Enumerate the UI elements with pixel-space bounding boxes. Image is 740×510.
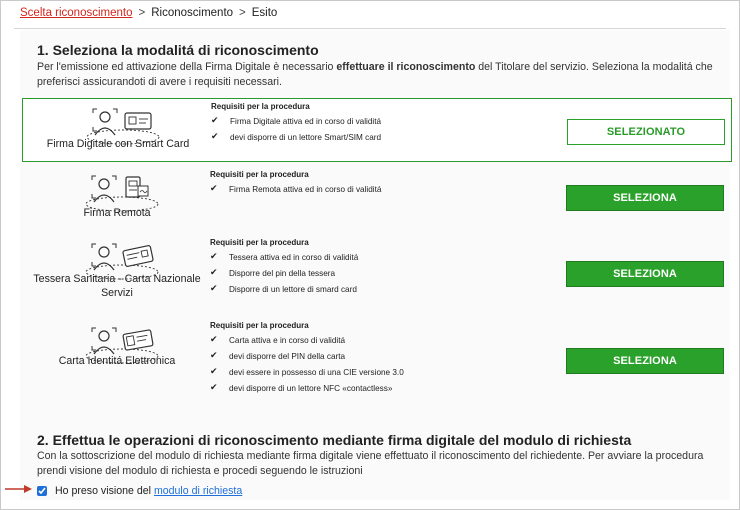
requirement-item bbox=[210, 351, 404, 367]
method-name: Firma Digitale con Smart Card bbox=[46, 138, 190, 150]
requirement-text: devi disporre di un lettore Smart/SIM card bbox=[230, 133, 382, 142]
requirements-title: Requisiti per la procedura bbox=[210, 321, 309, 330]
check-icon: ✔ bbox=[210, 382, 218, 392]
requirement-text: Disporre del pin della tessera bbox=[229, 269, 336, 278]
requirement-text: Carta attiva e in corso di validitá bbox=[229, 336, 346, 345]
requirement-item bbox=[211, 116, 381, 132]
method-name: Firma Remota bbox=[83, 207, 151, 219]
seleziona-button[interactable]: SELEZIONA bbox=[566, 348, 724, 374]
check-icon: ✔ bbox=[210, 267, 218, 277]
requirement-text: Firma Remota attiva ed in corso di validitá bbox=[229, 185, 382, 194]
consent-label bbox=[55, 485, 242, 497]
method-smart-card[interactable] bbox=[22, 98, 732, 162]
seleziona-button[interactable]: SELEZIONA bbox=[566, 261, 724, 287]
requirements bbox=[210, 238, 358, 300]
breadcrumb-riconoscimento: Riconoscimento bbox=[151, 7, 234, 19]
red-arrow-icon bbox=[4, 483, 34, 495]
section-1-description bbox=[37, 60, 717, 90]
section-1-desc-bold: effettuare il riconoscimento bbox=[336, 61, 476, 73]
method-firma-remota[interactable] bbox=[22, 166, 732, 222]
section-1-desc-text-end: del Titolare del servizio. Seleziona la modalitá che preferisci assicurandoti di avere i requisiti necessari. bbox=[37, 61, 713, 88]
consent-label-text: Ho preso visione del bbox=[55, 485, 154, 497]
requirements bbox=[210, 321, 404, 399]
method-name: Tessera Sanitaria - Carta Nazionale Servizi bbox=[33, 273, 201, 299]
section-2-description: Con la sottoscrizione del modulo di richiesta mediante firma digitale viene effettuato il riconoscimento del richiedente. Per avviare la procedura prendi visione del modulo di richiesta e procedi seguendo le istruzioni bbox=[37, 450, 704, 477]
check-icon: ✔ bbox=[210, 251, 218, 261]
check-icon: ✔ bbox=[211, 131, 219, 141]
breadcrumb-separator: > bbox=[239, 7, 246, 19]
method-carta-identita[interactable] bbox=[22, 318, 732, 394]
seleziona-button[interactable]: SELEZIONA bbox=[566, 185, 724, 211]
requirement-item bbox=[210, 268, 358, 284]
check-icon: ✔ bbox=[211, 115, 219, 125]
check-icon: ✔ bbox=[210, 350, 218, 360]
selezionato-button[interactable]: SELEZIONATO bbox=[567, 119, 725, 145]
requirement-item bbox=[210, 335, 404, 351]
requirement-item bbox=[210, 252, 358, 268]
requirement-text: devi essere in possesso di una CIE versione 3.0 bbox=[229, 368, 404, 377]
requirement-text: devi disporre del PIN della carta bbox=[229, 352, 346, 361]
requirements-title: Requisiti per la procedura bbox=[210, 170, 309, 179]
requirement-item bbox=[210, 184, 381, 200]
requirements-title: Requisiti per la procedura bbox=[211, 102, 310, 111]
check-icon: ✔ bbox=[210, 283, 218, 293]
breadcrumb-separator: > bbox=[138, 7, 146, 19]
requirement-item bbox=[210, 284, 358, 300]
breadcrumb-scelta-riconoscimento[interactable]: Scelta riconoscimento bbox=[20, 7, 133, 19]
requirements bbox=[210, 170, 381, 200]
section-2-title: 2. Effettua le operazioni di riconoscimento mediante firma digitale del modulo di richiesta bbox=[37, 432, 632, 448]
consent-checkbox-row[interactable] bbox=[37, 485, 242, 497]
section-1-desc-text: Per l'emissione ed attivazione della Firma Digitale è necessario bbox=[37, 61, 337, 73]
requirements bbox=[211, 102, 381, 148]
requirement-text: Tessera attiva ed in corso di validitá bbox=[229, 253, 359, 262]
requirement-item bbox=[211, 132, 381, 148]
breadcrumb-divider bbox=[14, 28, 726, 29]
breadcrumb-esito: Esito bbox=[251, 7, 278, 19]
requirement-text: devi disporre di un lettore NFC «contactless» bbox=[229, 384, 393, 393]
modulo-di-richiesta-link[interactable]: modulo di richiesta bbox=[153, 485, 243, 497]
requirement-text: Disporre di un lettore di smard card bbox=[229, 285, 357, 294]
check-icon: ✔ bbox=[210, 334, 218, 344]
requirement-text: Firma Digitale attiva ed in corso di validitá bbox=[230, 117, 382, 126]
requirement-item bbox=[210, 367, 404, 383]
check-icon: ✔ bbox=[210, 183, 218, 193]
method-name: Carta Identitá Elettronica bbox=[58, 355, 176, 367]
breadcrumb bbox=[20, 7, 277, 19]
method-tessera-sanitaria[interactable] bbox=[22, 234, 732, 306]
check-icon: ✔ bbox=[210, 366, 218, 376]
requirements-title: Requisiti per la procedura bbox=[210, 238, 309, 247]
section-1-title: 1. Seleziona la modalitá di riconoscimento bbox=[37, 42, 319, 58]
requirement-item bbox=[210, 383, 404, 399]
consent-checkbox[interactable] bbox=[37, 486, 47, 496]
